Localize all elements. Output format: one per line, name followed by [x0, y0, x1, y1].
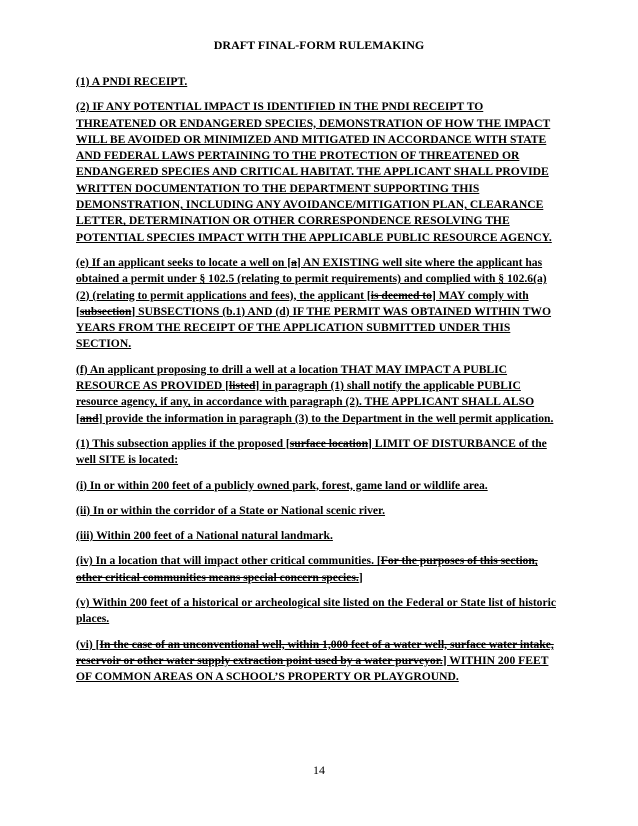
paragraph-text: (v) Within 200 feet of a historical or archeological site listed on the Federal or State list of historic places. [76, 596, 556, 626]
paragraph-text: ] WITHIN 200 FEET OF COMMON AREAS ON A SCHOOL’S PROPERTY OR PLAYGROUND. [76, 653, 549, 684]
deleted-text: surface location [289, 436, 369, 450]
paragraph-text: (vi) [ [76, 637, 100, 651]
deleted-text: a [291, 255, 297, 269]
paragraph-text: ] in paragraph (1) shall notify the applicable PUBLIC resource agency, if any, in accordance with paragraph (2). THE APPLICANT SHALL ALSO [ [76, 379, 535, 425]
paragraph-text: (i) In or within 200 feet of a publicly owned park, forest, game land or wildlife area. [76, 478, 488, 492]
paragraph-text: (f) An applicant proposing to drill a well at a location THAT MAY IMPACT A PUBLIC RESOURCE AS PROVIDED [ [76, 362, 508, 393]
deleted-text: subsection [79, 304, 132, 318]
page-header: DRAFT FINAL-FORM RULEMAKING [213, 38, 425, 52]
paragraph-text: (1) This subsection applies if the proposed [ [76, 436, 290, 450]
paragraph-text: ] [358, 570, 363, 584]
paragraph [76, 478, 560, 494]
deleted-text: In the case of an unconventional well, within 1,000 feet of a water well, surface water intake, reservoir or other water supply extraction point used by a water purveyor. [76, 637, 554, 667]
paragraph-text: (1) A PNDI RECEIPT. [76, 75, 188, 88]
paragraph-text: ] SUBSECTIONS (b.1) AND (d) IF THE PERMIT WAS OBTAINED WITHIN TWO YEARS FROM THE RECEIPT OF THE APPLICATION SUBMITTED UNDER THIS SECTION. [76, 304, 552, 351]
paragraph [76, 436, 560, 469]
paragraph [76, 362, 560, 427]
deleted-text: For the purposes of this section, other critical communities means special concern species. [76, 554, 538, 584]
paragraph-text: ] AN EXISTING well site where the applicant has obtained a permit under § 102.5 (relating to permit requirements) and complied with § 102.6(a)(2) (relating to permit applications and fees), the applicant [ [76, 255, 547, 302]
paragraph-text: ] provide the information in paragraph (3) to the Department in the well permit application. [98, 411, 554, 425]
paragraph [76, 74, 560, 90]
paragraph-text: ] LIMIT OF DISTURBANCE of the well SITE is located: [76, 436, 547, 467]
paragraph [76, 553, 560, 586]
paragraph-text: ] MAY comply with [ [76, 288, 529, 318]
page-number: 14 [313, 763, 325, 777]
paragraph-text: (iii) Within 200 feet of a National natural landmark. [76, 529, 333, 543]
paragraph [76, 503, 560, 519]
paragraph [76, 528, 560, 544]
document-body [76, 74, 560, 695]
paragraph-text: (e) If an applicant seeks to locate a well on [ [76, 255, 292, 269]
deleted-text: and [79, 411, 99, 425]
deleted-text: is deemed to [370, 288, 432, 302]
paragraph-text: (iv) In a location that will impact other critical communities. [ [76, 554, 381, 568]
deleted-text: listed [229, 379, 256, 393]
paragraph [76, 637, 560, 686]
paragraph [76, 255, 560, 353]
paragraph-text: (2) IF ANY POTENTIAL IMPACT IS IDENTIFIED IN THE PNDI RECEIPT TO THREATENED OR ENDANGERED SPECIES, DEMONSTRATION OF HOW THE IMPACT WILL BE AVOIDED OR MINIMIZED AND MITIGATED IN ACCORDANCE WITH STATE AND FEDERAL LAWS PERTAINING TO THE PROTECTION OF THREATENED OR ENDANGERED SPECIES AND CRITICAL HABITAT. THE APPLICANT SHALL PROVIDE WRITTEN DOCUMENTATION TO THE DEPARTMENT SUPPORTING THIS DEMONSTRATION, INCLUDING ANY AVOIDANCE/MITIGATION PLAN, CLEARANCE LETTER, DETERMINATION OR OTHER CORRESPONDENCE RESOLVING THE POTENTIAL SPECIES IMPACT WITH THE APPLICABLE PUBLIC RESOURCE AGENCY. [76, 100, 552, 244]
paragraph [76, 99, 560, 246]
paragraph [76, 595, 560, 628]
paragraph-text: (ii) In or within the corridor of a State or National scenic river. [76, 503, 386, 517]
